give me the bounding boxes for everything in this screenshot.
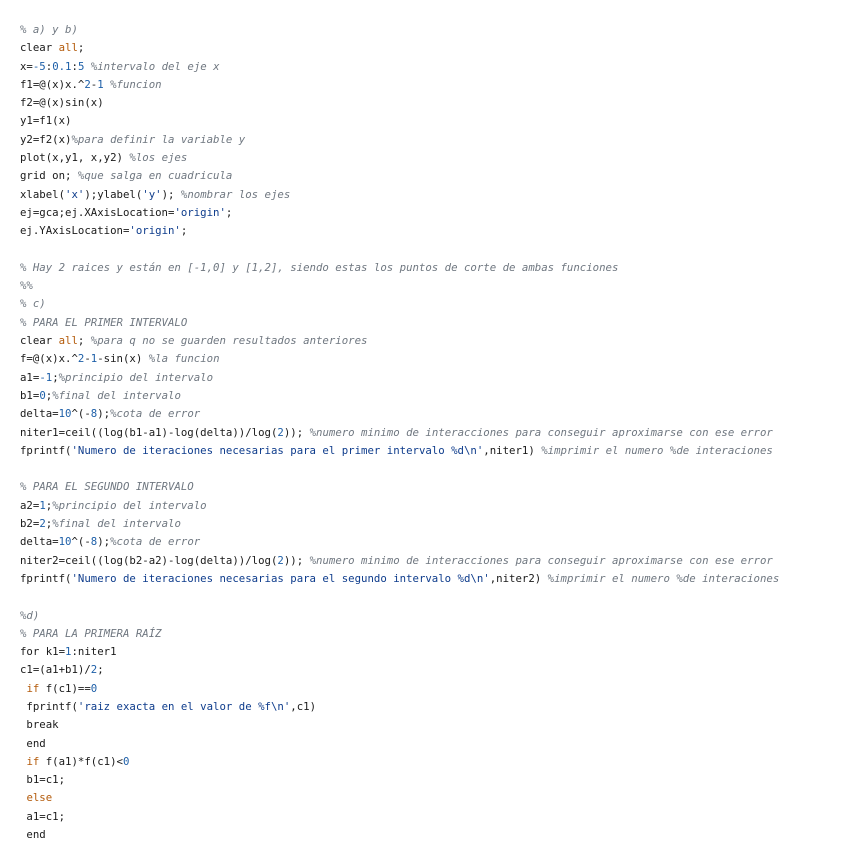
code-comment: % Hay 2 raices y están en [-1,0] y [1,2], siendo estas los puntos de corte de ambas funciones (20, 260, 619, 274)
code-text: plot(x,y1, x,y2) (20, 151, 130, 165)
code-line (20, 515, 840, 533)
code-text: - (90, 77, 98, 91)
code-text: : (45, 59, 53, 73)
code-comment: % PARA EL PRIMER INTERVALO (20, 315, 188, 329)
code-string: 'raiz exacta en el valor de %f\n' (77, 699, 291, 713)
code-line (20, 277, 840, 295)
code-text: f(a1)*f(c1)< (39, 754, 123, 768)
code-line (20, 771, 840, 789)
code-number: 8 (90, 407, 98, 421)
code-number: 2 (277, 553, 284, 567)
code-number: 2 (277, 425, 284, 439)
code-keyword: all (58, 41, 78, 55)
code-comment: %para q no se guarden resultados anteriores (90, 334, 368, 348)
code-line (20, 350, 840, 368)
code-text: niter1=ceil((log(b1-a1)-log(delta))/log( (20, 425, 278, 439)
code-string: 'Numero de iteraciones necesarias para el segundo intervalo %d\n' (71, 571, 490, 585)
code-line (20, 369, 840, 387)
code-comment: % PARA EL SEGUNDO INTERVALO (20, 480, 194, 494)
code-number: 2 (90, 663, 98, 677)
code-text: ; (52, 370, 59, 384)
code-text: ,c1) (290, 699, 317, 713)
code-line (20, 808, 840, 826)
code-text: ; (180, 224, 188, 238)
code-comment: % c) (20, 297, 46, 311)
code-text: break (20, 718, 59, 732)
code-text: x= (20, 59, 33, 73)
code-text: niter2=ceil((log(b2-a2)-log(delta))/log( (20, 553, 278, 567)
code-comment: %la funcion (148, 352, 220, 366)
code-number: 2 (77, 352, 85, 366)
code-text: a2= (20, 498, 40, 512)
code-text: - (84, 352, 91, 366)
code-line (20, 680, 840, 698)
code-comment: %intervalo del eje x (90, 59, 220, 73)
code-line (20, 716, 840, 734)
code-comment: %% (20, 279, 33, 293)
code-string: 'y' (142, 187, 162, 201)
code-line (20, 735, 840, 753)
code-line (20, 607, 840, 625)
code-text: ; (45, 388, 53, 402)
code-line (20, 94, 840, 112)
code-comment: %imprimir el numero %de interaciones (541, 443, 773, 457)
code-number: 0 (39, 388, 46, 402)
code-text: ^(- (71, 407, 91, 421)
code-line (20, 424, 840, 442)
code-number: 1 (97, 77, 104, 91)
code-keyword: if (26, 754, 40, 768)
code-text: ); (97, 407, 111, 421)
code-comment: %numero minimo de interacciones para conseguir aproximarse con ese error (309, 553, 773, 567)
code-line (20, 39, 840, 57)
code-line (20, 58, 840, 76)
code-text: ; (45, 517, 53, 531)
code-line (20, 76, 840, 94)
code-line (20, 204, 840, 222)
code-comment: %para definir la variable y (71, 132, 246, 146)
code-text: ; (225, 205, 233, 219)
code-line (20, 588, 840, 606)
code-text: b1=c1; (20, 773, 66, 787)
code-keyword: all (58, 334, 78, 348)
code-text: y1=f1(x) (20, 114, 72, 128)
code-line (20, 789, 840, 807)
code-line (20, 112, 840, 130)
code-text: ; (97, 663, 104, 677)
code-editor (20, 21, 840, 844)
code-text: delta= (20, 535, 59, 549)
code-keyword: if (26, 681, 40, 695)
code-text: xlabel( (20, 187, 66, 201)
code-number: 2 (84, 77, 91, 91)
code-text: b1= (20, 388, 40, 402)
code-line (20, 295, 840, 313)
code-text: a1=c1; (20, 809, 66, 823)
code-text: f1=@(x)x.^ (20, 77, 85, 91)
code-text: delta= (20, 407, 59, 421)
code-line (20, 387, 840, 405)
code-comment: %numero minimo de interacciones para conseguir aproximarse con ese error (309, 425, 773, 439)
code-text: end (20, 828, 46, 842)
code-text: )); (283, 425, 310, 439)
code-line (20, 625, 840, 643)
code-line (20, 186, 840, 204)
code-line (20, 149, 840, 167)
code-number: 0.1 (52, 59, 72, 73)
code-number: -1 (39, 370, 53, 384)
code-number: -5 (32, 59, 46, 73)
code-comment: %cota de error (110, 535, 201, 549)
code-line (20, 405, 840, 423)
code-string: 'origin' (129, 224, 181, 238)
code-line (20, 442, 840, 460)
code-line (20, 314, 840, 332)
code-text: ej.YAxisLocation= (20, 224, 130, 238)
code-text: ); (161, 187, 181, 201)
code-number: 8 (90, 535, 98, 549)
code-text: ; (77, 41, 85, 55)
code-text: f=@(x)x.^ (20, 352, 78, 366)
code-number: 2 (39, 517, 46, 531)
code-string: 'Numero de iteraciones necesarias para el primer intervalo %d\n' (71, 443, 484, 457)
code-line (20, 259, 840, 277)
code-number: 0 (90, 681, 98, 695)
code-comment: %d) (20, 608, 40, 622)
code-comment: %principio del intervalo (52, 498, 207, 512)
code-text: ,niter2) (489, 571, 548, 585)
code-line (20, 21, 840, 39)
code-line (20, 131, 840, 149)
code-number: 1 (90, 352, 98, 366)
code-comment: %que salga en cuadricula (77, 169, 233, 183)
code-line (20, 643, 840, 661)
code-comment: % a) y b) (20, 23, 78, 36)
code-text: ^(- (71, 535, 91, 549)
code-text: :niter1 (71, 645, 117, 659)
code-text: y2=f2(x) (20, 132, 72, 146)
code-text: for k1= (20, 645, 66, 659)
code-text: ej=gca;ej.XAxisLocation= (20, 205, 175, 219)
code-number: 5 (77, 59, 85, 73)
code-text: fprintf( (20, 699, 78, 713)
code-text: a1= (20, 370, 40, 384)
code-line (20, 698, 840, 716)
code-comment: %nombrar los ejes (180, 187, 291, 201)
code-number: 10 (58, 535, 72, 549)
code-line (20, 552, 840, 570)
code-text: end (20, 736, 46, 750)
code-line (20, 826, 840, 844)
code-text: clear (20, 334, 59, 348)
code-line (20, 222, 840, 240)
code-text: ; (77, 334, 91, 348)
code-number: 0 (122, 754, 130, 768)
code-text: -sin(x) (97, 352, 149, 366)
code-text: : (71, 59, 78, 73)
code-line (20, 661, 840, 679)
code-text: grid on; (20, 169, 78, 183)
code-line (20, 533, 840, 551)
code-text: ); (97, 535, 111, 549)
code-line (20, 332, 840, 350)
code-keyword: else (26, 791, 53, 805)
code-text: fprintf( (20, 571, 72, 585)
code-line (20, 241, 840, 259)
code-line (20, 497, 840, 515)
code-string: 'x' (65, 187, 85, 201)
code-line (20, 478, 840, 496)
code-text: clear (20, 41, 59, 55)
code-comment: %funcion (110, 77, 162, 91)
code-line (20, 570, 840, 588)
code-text: ,niter1) (483, 443, 542, 457)
code-comment: %imprimir el numero %de interaciones (547, 571, 780, 585)
code-comment: % PARA LA PRIMERA RAÍZ (20, 626, 162, 640)
code-text: )); (283, 553, 310, 567)
code-comment: %final del intervalo (52, 388, 181, 402)
code-line (20, 167, 840, 185)
code-comment: %principio del intervalo (58, 370, 214, 384)
code-number: 1 (39, 498, 46, 512)
code-line (20, 753, 840, 771)
code-comment: %los ejes (129, 151, 188, 165)
code-comment: %cota de error (110, 407, 201, 421)
code-line (20, 460, 840, 478)
code-text: f(c1)== (39, 681, 91, 695)
code-text: b2= (20, 517, 40, 531)
code-string: 'origin' (174, 205, 226, 219)
code-number: 1 (65, 645, 72, 659)
code-text: fprintf( (20, 443, 72, 457)
code-comment: %final del intervalo (52, 517, 181, 531)
code-number: 10 (58, 407, 72, 421)
code-text: );ylabel( (84, 187, 143, 201)
code-text: f2=@(x)sin(x) (20, 96, 104, 110)
code-text: c1=(a1+b1)/ (20, 663, 91, 677)
code-text: ; (45, 498, 53, 512)
